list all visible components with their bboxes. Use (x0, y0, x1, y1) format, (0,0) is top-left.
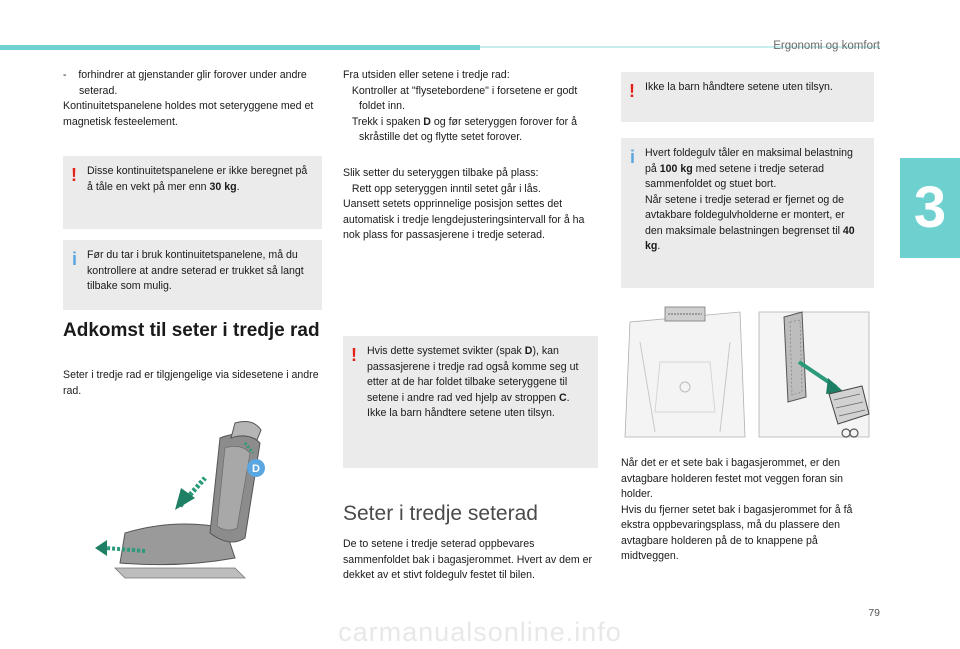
warning-text: Ikke la barn håndtere setene uten tilsyn. (645, 81, 833, 93)
warning-text: Hvis dette systemet svikter (spak D), kan passasjerene i tredje rad også komme seg ut etter at de har foldet tilbake seteryggene til setene i andre rad ved hjelp av stroppen C. Ikke la barn håndtere setene uten tilsyn. (367, 345, 579, 419)
col1-intro (63, 68, 325, 130)
warning-box-strap (343, 336, 598, 468)
warning-icon: ! (71, 165, 77, 185)
magnet-paragraph: Kontinuitetspanelene holdes mot seteryggene med et magnetisk festeelement. (63, 100, 314, 128)
col2-procedure (343, 68, 601, 146)
step-1: Kontroller at "flysetebordene" i forsetene er godt foldet inn. (351, 84, 578, 112)
reset-step: Rett opp seteryggen inntil setet går i lås. (351, 182, 541, 195)
info-icon: i (630, 147, 636, 167)
trunk-illustration-right (754, 302, 874, 442)
info-text: Hvert foldegulv tåler en maksimal belastning på 100 kg med setene i tredje seterad sammenfoldet og stuet bort. Når setene i tredje seterad er fjernet og de avtakbare foldegulvholderne er montert, er den maksimale belastningen begrenset til 40 kg. (645, 147, 855, 252)
trunk-illustration-left (620, 302, 750, 442)
warning-icon: ! (629, 81, 635, 101)
warning-text: Disse kontinuitetspanelene er ikke beregnet på å tåle en vekt på mer enn 30 kg. (87, 165, 308, 193)
info-icon: i (72, 249, 78, 269)
procedure-intro: Fra utsiden eller setene i tredje rad: (343, 69, 510, 81)
header-accent-bar (0, 45, 480, 50)
seat-illustration (85, 418, 275, 586)
info-box-load (621, 138, 874, 288)
reset-intro: Slik setter du seteryggen tilbake på plass: (343, 167, 539, 179)
col2-reset (343, 166, 601, 244)
chapter-tab: 3 (900, 158, 960, 258)
watermark: carmanualsonline.info (338, 617, 622, 647)
section-title: Ergonomi og komfort (773, 40, 880, 52)
col3-holder-text (621, 456, 877, 565)
warning-box-children (621, 72, 874, 122)
step-2: Trekk i spaken D og før seteryggen forover for å skråstille det og flytte setet forover. (351, 115, 577, 143)
holder-paragraph-1: Når det er et sete bak i bagasjerommet, er den avtagbare holderen festet mot veggen foran sin holder. (621, 457, 844, 500)
warning-box-30kg (63, 156, 322, 229)
page-number: 79 (868, 607, 880, 619)
heading-access-third-row: Adkomst til seter i tredje rad (63, 320, 320, 341)
bullet-item (63, 68, 325, 99)
figure-label-d: D (252, 463, 260, 475)
access-paragraph: Seter i tredje rad er tilgjengelige via sidesetene i andre rad. (63, 369, 319, 397)
info-text: Før du tar i bruk kontinuitetspanelene, må du kontrollere at andre seterad er trukket så langt tilbake som mulig. (87, 249, 304, 292)
holder-paragraph-2: Hvis du fjerner setet bak i bagasjerommet for å få ekstra oppbevaringsplass, må du plassere den avtagbare holderen på de to knappene på midtveggen. (621, 503, 853, 562)
reset-paragraph: Uansett setets opprinnelige posisjon settes det automatisk i tredje lengdejusteringsintervall for å ha nok plass for passasjerene i tredje seterad. (343, 198, 585, 241)
bullet-text: forhindrer at gjenstander glir forover under andre seterad. (78, 69, 307, 97)
warning-icon: ! (351, 345, 357, 365)
heading-third-row-seats: Seter i tredje seterad (343, 502, 538, 525)
info-box-panels (63, 240, 322, 310)
bullet-dash: - (63, 69, 67, 81)
third-row-paragraph: De to setene i tredje seterad oppbevares sammenfoldet bak i bagasjerommet. Hvert av dem er dekket av et stivt foldegulv festet til bilen. (343, 538, 593, 581)
